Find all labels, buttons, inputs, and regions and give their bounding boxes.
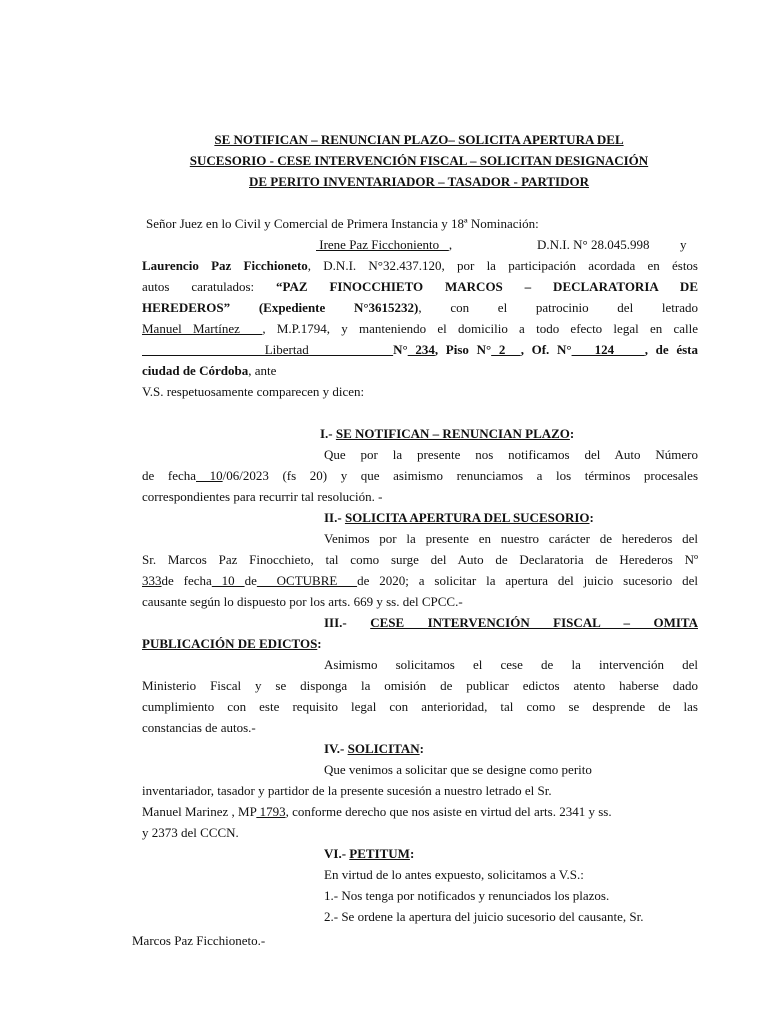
party-2-name: Laurencio Paz Ficchioneto <box>142 258 308 273</box>
party-conjunction: y <box>680 237 687 252</box>
title-line-3: DE PERITO INVENTARIADOR – TASADOR - PARTIDOR <box>249 174 589 189</box>
lawyer-name: Manuel Martínez <box>142 321 263 336</box>
section-3-heading-cont: PUBLICACIÓN DE EDICTOS: <box>142 636 322 651</box>
section-1-line-2: de fecha 10/06/2023 (fs 20) y que asimismo renunciamos a los términos procesales <box>142 468 698 483</box>
section-4-line-4: y 2373 del CCCN. <box>142 825 239 840</box>
street-name: Libertad <box>142 342 394 357</box>
section-3-heading: III.- CESE INTERVENCIÓN FISCAL – OMITA <box>324 615 698 630</box>
section-2-line-2: Sr. Marcos Paz Finocchieto, tal como surge del Auto de Declaratoria de Herederos Nº <box>142 552 698 567</box>
address-line: Libertad N° 234, Piso N° 2 , Of. N° 124 , de ésta <box>142 342 698 357</box>
comparecen-line: V.S. respetuosamente comparecen y dicen: <box>142 384 365 399</box>
section-1-line-3: correspondientes para recurrir tal resolución. - <box>142 489 383 504</box>
petitum-item-2: 2.- Se ordene la apertura del juicio sucesorio del causante, Sr. <box>324 909 644 924</box>
section-4-heading: IV.- SOLICITAN: <box>324 741 424 756</box>
section-1-heading: I.- SE NOTIFICAN – RENUNCIAN PLAZO: <box>320 426 575 441</box>
section-2-line-4: causante según lo dispuesto por los arts. 669 y ss. del CPCC.- <box>142 594 463 609</box>
judge-address: Señor Juez en lo Civil y Comercial de Primera Instancia y 18ª Nominación: <box>146 216 539 231</box>
section-3-line-1: Asimismo solicitamos el cese de la intervención del <box>324 657 698 672</box>
petitum-item-1: 1.- Nos tenga por notificados y renunciados los plazos. <box>324 888 610 903</box>
section-2-heading: II.- SOLICITA APERTURA DEL SUCESORIO: <box>324 510 594 525</box>
caratula-line-2: HEREDEROS” (Expediente N°3615232), con el patrocinio del letrado <box>142 300 698 315</box>
section-3-line-3: cumplimiento con este requisito legal con anterioridad, tal como se desprende de las <box>142 699 698 714</box>
section-6-line-1: En virtud de lo antes expuesto, solicitamos a V.S.: <box>324 867 584 882</box>
title-line-1: SE NOTIFICAN – RENUNCIAN PLAZO– SOLICITA APERTURA DEL <box>214 132 624 147</box>
party-1-line: Irene Paz Ficchoniento , <box>316 237 453 252</box>
party-1-dni: D.N.I. N° 28.045.998 <box>537 237 650 252</box>
title-line-2: SUCESORIO - CESE INTERVENCIÓN FISCAL – SOLICITAN DESIGNACIÓN <box>189 153 649 168</box>
section-2-line-1: Venimos por la presente en nuestro carácter de herederos del <box>324 531 698 546</box>
section-4-line-1: Que venimos a solicitar que se designe como perito <box>324 762 592 777</box>
document-title <box>140 129 698 192</box>
party-1-name: Irene Paz Ficchoniento <box>316 237 449 252</box>
section-4-line-3: Manuel Marinez , MP 1793, conforme derecho que nos asiste en virtud del arts. 2341 y ss. <box>142 804 612 819</box>
section-1-line-1: Que por la presente nos notificamos del Auto Número <box>324 447 698 462</box>
section-3-line-4: constancias de autos.- <box>142 720 256 735</box>
section-6-heading: VI.- PETITUM: <box>324 846 415 861</box>
caratula-line-1: autos caratulados: “PAZ FINOCCHIETO MARCOS – DECLARATORIA DE <box>142 279 698 294</box>
petitum-item-2-cont: Marcos Paz Ficchioneto.- <box>132 933 266 948</box>
section-3-line-2: Ministerio Fiscal y se disponga la omisión de publicar edictos atento haberse dado <box>142 678 698 693</box>
lawyer-line: Manuel Martínez , M.P.1794, y manteniendo el domicilio a todo efecto legal en calle <box>142 321 698 336</box>
section-2-line-3: 333de fecha 10 de OCTUBRE de 2020; a solicitar la apertura del juicio sucesorio del <box>142 573 698 588</box>
party-2-line: Laurencio Paz Ficchioneto, D.N.I. N°32.437.120, por la participación acordada en éstos <box>142 258 698 273</box>
section-4-line-2: inventariador, tasador y partidor de la presente sucesión a nuestro letrado el Sr. <box>142 783 552 798</box>
city-line: ciudad de Córdoba, ante <box>142 363 277 378</box>
